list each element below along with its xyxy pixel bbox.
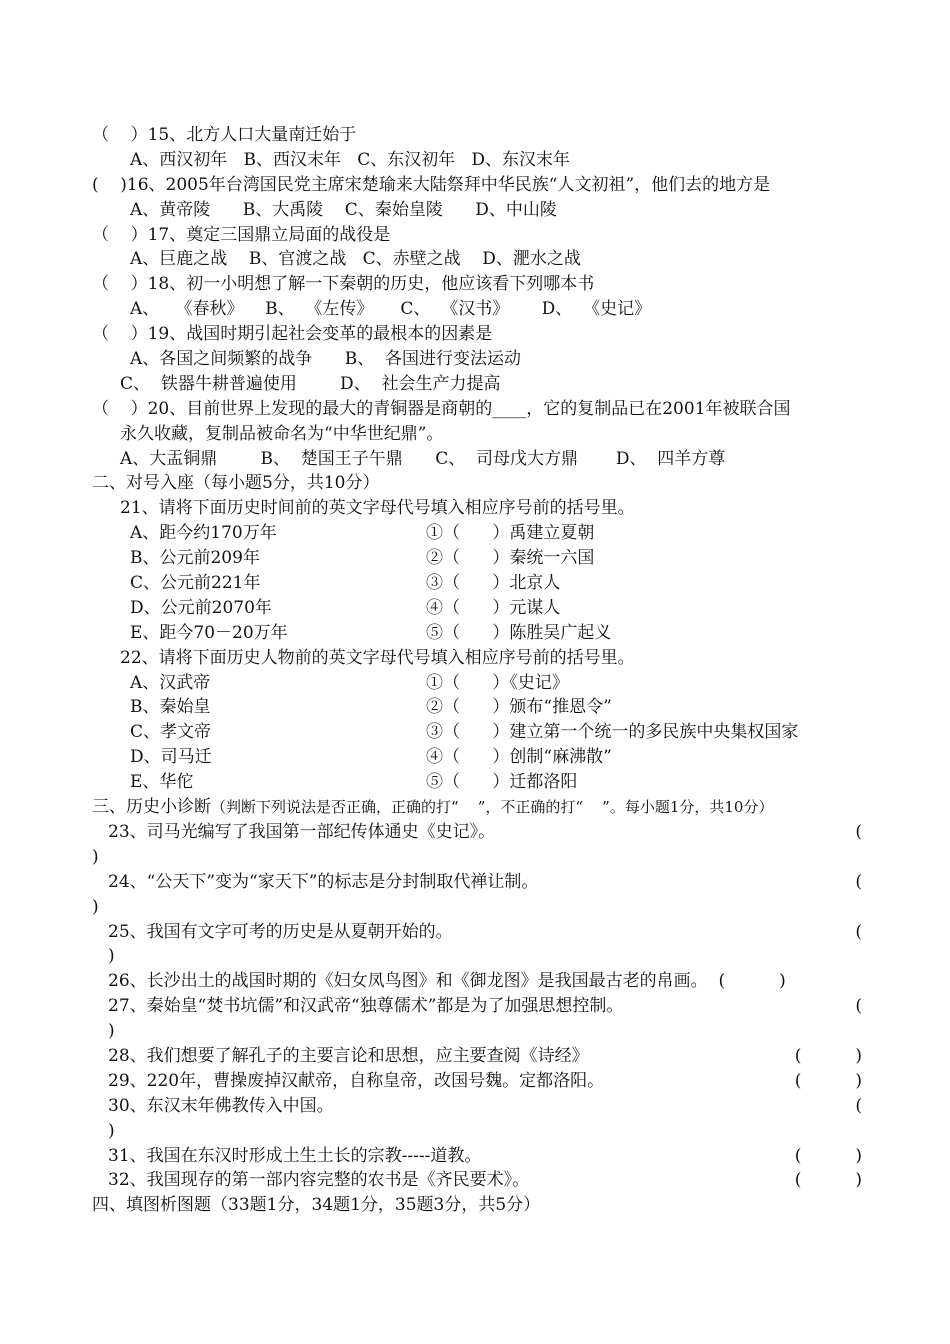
judge-text: 25、我国有文字可考的历史是从夏朝开始的。 [108,921,453,942]
judge-wrap: ) [108,946,115,967]
judge-text: 29、220年，曹操废掉汉献帝，自称皇帝，改国号魏。定都洛阳。 [108,1070,605,1091]
question-22: 22、请将下面历史人物前的英文字母代号填入相应序号前的括号里。 [120,647,635,668]
match-row [92,770,862,795]
judge-wrap: ) [108,1021,115,1042]
judge-paren: ( [855,821,862,842]
match-row [92,596,862,621]
match-left: A、汉武帝 [130,672,211,693]
match-right: ②（ ）颁布“推恩令” [426,697,612,718]
question-15: （ ）15、北方人口大量南迁始于 [92,125,357,145]
section-3-title: 三、历史小诊断 [92,797,211,818]
question-20-continuation: 永久收藏，复制品被命名为“中华世纪鼎”。 [120,423,444,444]
question-15-options: A、西汉初年 B、西汉末年 C、东汉初年 D、东汉末年 [130,149,571,170]
question-21: 21、请将下面历史时间前的英文字母代号填入相应序号前的括号里。 [120,498,635,519]
judge-text: 30、东汉末年佛教传入中国。 [108,1095,334,1116]
judge-wrap: ) [92,896,99,917]
judge-item-30 [92,1094,862,1119]
question-17-options: A、巨鹿之战 B、官渡之战 C、赤壁之战 D、淝水之战 [130,249,581,270]
match-right: ④（ ）创制“麻沸散” [426,747,612,768]
section-3-instructions: （判断下列说法是否正确，正确的打“ ”，不正确的打“ ”。每小题1分，共10分） [211,798,774,817]
match-left: B、秦始皇 [130,697,211,718]
question-16-options: A、黄帝陵 B、大禹陵 C、秦始皇陵 D、中山陵 [130,199,557,220]
match-left: A、距今约170万年 [130,523,277,544]
judge-paren: ( [855,871,862,892]
question-20-options: A、大盂铜鼎 B、 楚国王子午鼎 C、 司母戊大方鼎 D、 四羊方尊 [120,448,726,469]
match-row [92,720,862,745]
judge-wrap: ) [92,846,99,867]
judge-paren: ( [855,996,862,1017]
judge-item-24 [92,870,862,895]
judge-text: 28、我们想要了解孔子的主要言论和思想，应主要查阅《诗经》 [108,1045,589,1066]
judge-text: 32、我国现存的第一部内容完整的农书是《齐民要术》。 [108,1170,530,1191]
match-left: C、孝文帝 [130,722,212,743]
judge-item-32 [92,1168,862,1193]
question-20: （ ）20、目前世界上发现的最大的青铜器是商朝的____，它的复制品已在2001年被联合国 [92,398,791,419]
question-18: （ ）18、初一小明想了解一下秦朝的历史，他应该看下列哪本书 [92,274,595,295]
match-right: ①（ ）《史记》 [426,672,569,693]
match-right: ②（ ）秦统一六国 [426,548,595,569]
judge-paren: ( [855,1095,862,1116]
match-right: ③（ ）建立第一个统一的多民族中央集权国家 [426,722,799,743]
question-16: ( )16、2005年台湾国民党主席宋楚瑜来大陆祭拜中华民族“人文初祖”，他们去的地方是 [92,174,771,195]
judge-text: 31、我国在东汉时形成土生土长的宗教-----道教。 [108,1145,482,1166]
match-left: D、公元前2070年 [130,597,272,618]
judge-item-25 [92,920,862,945]
match-row [92,695,862,720]
exam-page [92,123,862,1218]
judge-text: 24、“公天下”变为“家天下”的标志是分封制取代禅让制。 [108,871,539,892]
judge-paren: ( ) [794,1070,862,1091]
section-4-title: 四、填图析图题（33题1分，34题1分，35题3分，共5分） [92,1195,541,1216]
judge-paren: ( [855,921,862,942]
match-row [92,671,862,696]
judge-item-28 [92,1044,862,1069]
match-row [92,745,862,770]
match-right: ⑤（ ）迁都洛阳 [426,772,578,793]
match-left: C、公元前221年 [130,573,261,594]
judge-item-27 [92,994,862,1019]
match-left: E、华佗 [130,772,194,793]
section-3-header [92,795,862,820]
judge-item-29 [92,1069,862,1094]
section-2-title: 二、对号入座（每小题5分，共10分） [92,473,380,494]
match-row [92,521,862,546]
judge-wrap: ) [108,1120,115,1141]
match-right: ③（ ）北京人 [426,573,561,594]
match-row [92,571,862,596]
question-19-options-ab: A、各国之间频繁的战争 B、 各国进行变法运动 [130,349,521,370]
judge-text: 27、秦始皇“焚书坑儒”和汉武帝“独尊儒术”都是为了加强思想控制。 [108,996,624,1017]
judge-paren: ( ) [794,1045,862,1066]
judge-paren: ( ) [794,1145,862,1166]
judge-text: 23、司马光编写了我国第一部纪传体通史《史记》。 [108,821,496,842]
judge-item-31 [92,1144,862,1169]
match-left: E、距今70－20万年 [130,622,288,643]
match-right: ⑤（ ）陈胜吴广起义 [426,622,612,643]
match-row [92,621,862,646]
question-18-options: A、 《春秋》 B、 《左传》 C、 《汉书》 D、 《史记》 [130,299,652,320]
match-left: B、公元前209年 [130,548,260,569]
judge-item-26: 26、长沙出土的战国时期的《妇女凤鸟图》和《御龙图》是我国最古老的帛画。 ( ) [108,971,786,992]
question-19: （ ）19、战国时期引起社会变革的最根本的因素是 [92,324,493,345]
match-right: ①（ ）禹建立夏朝 [426,523,595,544]
judge-paren: ( ) [794,1170,862,1191]
match-row [92,546,862,571]
match-right: ④（ ）元谋人 [426,597,561,618]
judge-item-23 [92,820,862,845]
match-left: D、司马迁 [130,747,212,768]
question-17: （ ）17、奠定三国鼎立局面的战役是 [92,224,391,245]
question-19-options-cd: C、 铁器牛耕普遍使用 D、 社会生产力提高 [120,373,501,394]
